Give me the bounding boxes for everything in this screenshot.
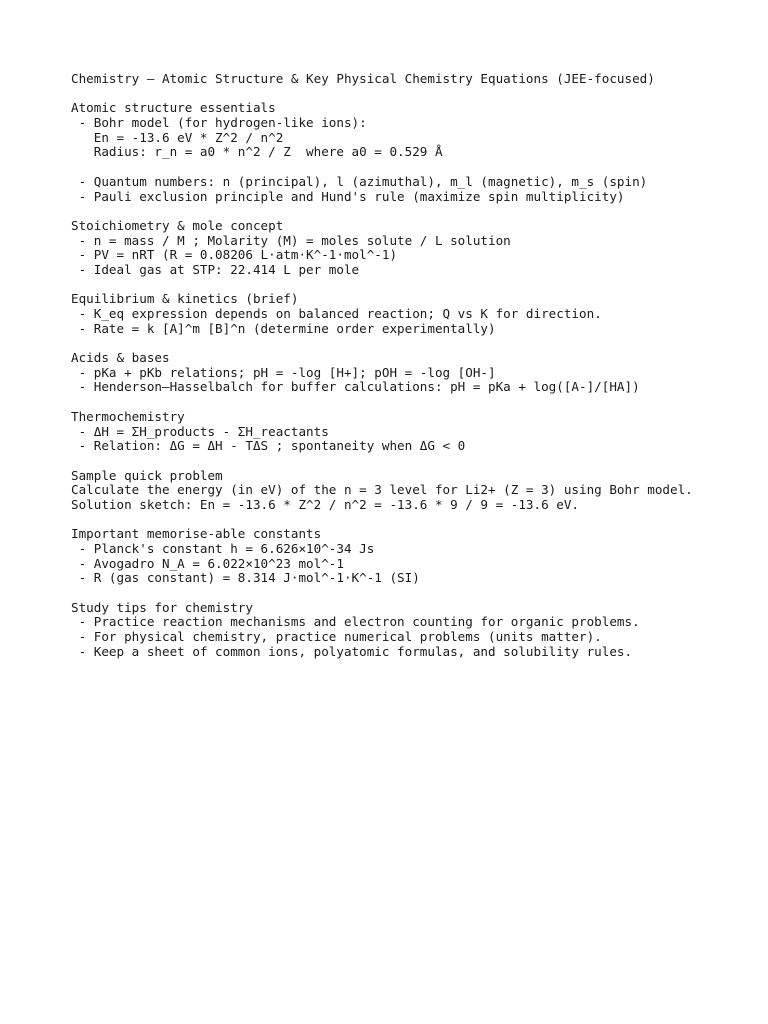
problem-solution: Solution sketch: En = -13.6 * Z^2 / n^2 = -13.6 * 9 / 9 = -13.6 eV. <box>71 496 579 512</box>
section-heading-sample-problem: Sample quick problem <box>71 467 223 483</box>
bullet-line: - PV = nRT (R = 0.08206 L·atm·K^-1·mol^-1) <box>71 247 398 263</box>
document-title: Chemistry — Atomic Structure & Key Physical Chemistry Equations (JEE-focused) <box>71 71 655 86</box>
blank-line <box>71 204 768 219</box>
bullet-line: - R (gas constant) = 8.314 J·mol^-1·K^-1 (SI) <box>71 570 420 586</box>
bullet-line: - Keep a sheet of common ions, polyatomic formulas, and solubility rules. <box>71 643 633 659</box>
blank-line <box>71 278 768 293</box>
blank-line <box>71 336 768 351</box>
section-heading-thermochemistry: Thermochemistry <box>71 408 185 424</box>
section-heading-constants: Important memorise-able constants <box>71 526 322 542</box>
bullet-line: - Planck's constant h = 6.626×10^-34 Js <box>71 541 375 556</box>
section-heading-atomic-structure: Atomic structure essentials <box>71 100 276 116</box>
bullet-line: - Practice reaction mechanisms and electron counting for organic problems. <box>71 614 640 630</box>
bullet-line: - n = mass / M ; Molarity (M) = moles solute / L solution <box>71 232 511 248</box>
bullet-line: - Pauli exclusion principle and Hund's rule (maximize spin multiplicity) <box>71 188 625 204</box>
bullet-line: - Bohr model (for hydrogen-like ions): <box>71 115 367 131</box>
blank-line <box>71 87 768 102</box>
bullet-line: - Quantum numbers: n (principal), l (azimuthal), m_l (magnetic), m_s (spin) <box>71 173 648 189</box>
bullet-line: - Henderson–Hasselbalch for buffer calculations: pH = pKa + log([A-]/[HA]) <box>71 379 640 395</box>
section-heading-equilibrium: Equilibrium & kinetics (brief) <box>71 291 299 307</box>
blank-line <box>71 454 768 469</box>
bullet-line: - Ideal gas at STP: 22.414 L per mole <box>71 261 360 277</box>
blank-line <box>71 586 768 601</box>
section-heading-acids-bases: Acids & bases <box>71 350 170 366</box>
bullet-line: - Relation: ΔG = ΔH - TΔS ; spontaneity when ΔG < 0 <box>71 438 466 454</box>
blank-line <box>71 160 768 175</box>
bullet-line: - For physical chemistry, practice numerical problems (units matter). <box>71 629 602 645</box>
section-heading-study-tips: Study tips for chemistry <box>71 599 253 615</box>
bullet-line: - Avogadro N_A = 6.022×10^23 mol^-1 <box>71 555 344 571</box>
bullet-line: - Rate = k [A]^m [B]^n (determine order experimentally) <box>71 320 496 336</box>
blank-line <box>71 513 768 528</box>
bullet-line: - ΔH = ΣH_products - ΣH_reactants <box>71 423 329 439</box>
formula-line: Radius: r_n = a0 * n^2 / Z where a0 = 0.529 Å <box>71 144 443 160</box>
blank-line <box>71 395 768 410</box>
formula-line: En = -13.6 eV * Z^2 / n^2 <box>71 129 284 145</box>
bullet-line: - K_eq expression depends on balanced reaction; Q vs K for direction. <box>71 306 602 321</box>
problem-statement: Calculate the energy (in eV) of the n = 3 level for Li2+ (Z = 3) using Bohr model. <box>71 482 693 498</box>
bullet-line: - pKa + pKb relations; pH = -log [H+]; pOH = -log [OH-] <box>71 364 496 380</box>
section-heading-stoichiometry: Stoichiometry & mole concept <box>71 217 284 233</box>
document-page <box>71 72 768 660</box>
